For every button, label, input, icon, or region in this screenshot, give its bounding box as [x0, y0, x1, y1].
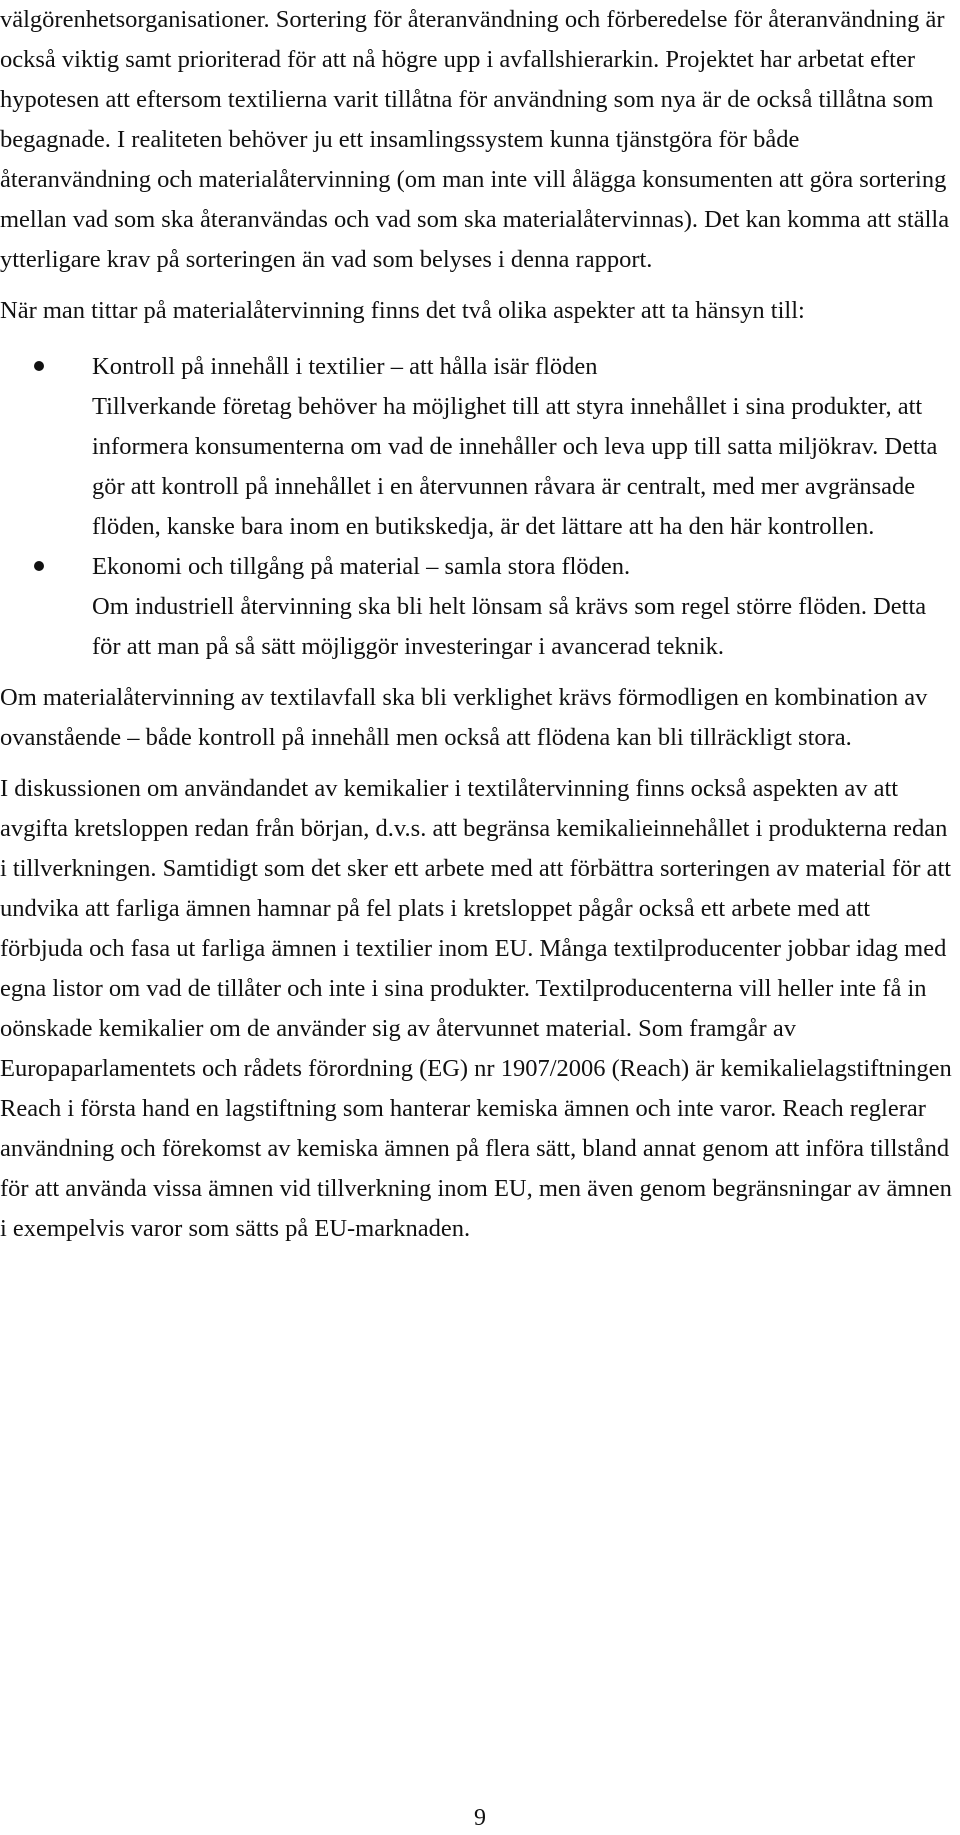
aspects-list: [0, 347, 952, 667]
paragraph-aspects-intro: När man tittar på materialåtervinning finns det två olika aspekter att ta hänsyn till:: [0, 297, 805, 324]
bullet-icon: [34, 561, 44, 571]
bullet-heading-content-control: Kontroll på innehåll i textilier – att hålla isär flöden: [92, 353, 598, 380]
paragraph-combination: Om materialåtervinning av textilavfall ska bli verklighet krävs förmodligen en kombination av ovanstående – både kontroll på innehåll men också att flödena kan bli tillräckligt stora.: [0, 684, 928, 751]
bullet-icon: [34, 361, 44, 371]
list-item: [0, 347, 952, 547]
paragraph-recycling-hypothesis: välgörenhetsorganisationer. Sortering för återanvändning och förberedelse för återanvändning är också viktig samt prioriterad för att nå högre upp i avfallshierarkin. Projektet har arbetat efter hypotesen att eftersom textilierna varit tillåtna för användning som nya är de också tillåtna som begagnade. I realiteten behöver ju ett insamlingssystem kunna tjänstgöra för både återanvändning och materialåtervinning (om man inte vill ålägga konsumenten att göra sortering mellan vad som ska återanvändas och vad som ska materialåtervinnas). Det kan komma att ställa ytterligare krav på sorteringen än vad som belyses i denna rapport.: [0, 6, 950, 273]
bullet-heading-economy: Ekonomi och tillgång på material – samla stora flöden.: [92, 553, 631, 580]
bullet-body-content-control: Tillverkande företag behöver ha möjlighet till att styra innehållet i sina produkter, att informera konsumenterna om vad de innehåller och leva upp till satta miljökrav. Detta gör att kontroll på innehållet i en återvunnen råvara är centralt, med mer avgränsade flöden, kanske bara inom en butikskedja, är det lättare att ha den här kontrollen.: [92, 393, 938, 540]
bullet-body-economy: Om industriell återvinning ska bli helt lönsam så krävs som regel större flöden. Detta för att man på så sätt möjliggör investeringar i avancerad teknik.: [92, 593, 927, 660]
paragraph-chemicals-reach: I diskussionen om användandet av kemikalier i textilåtervinning finns också aspekten av att avgifta kretsloppen redan från början, d.v.s. att begränsa kemikalieinnehållet i produkterna redan i tillverkningen. Samtidigt som det sker ett arbete med att förbättra sorteringen av material för att undvika att farliga ämnen hamnar på fel plats i kretsloppet pågår också ett arbete med att förbjuda och fasa ut farliga ämnen i textilier inom EU. Många textilproducenter jobbar idag med egna listor om vad de tillåter och inte i sina produkter. Textilproducenterna vill heller inte få in oönskade kemikalier om de använder sig av återvunnet material. Som framgår av Europaparlamentets och rådets förordning (EG) nr 1907/2006 (Reach) är kemikalielagstiftningen Reach i första hand en lagstiftning som hanterar kemiska ämnen och inte varor. Reach reglerar användning och förekomst av kemiska ämnen på flera sätt, bland annat genom att införa tillstånd för att använda vissa ämnen vid tillverkning inom EU, men även genom begränsningar av ämnen i exempelvis varor som sätts på EU-marknaden.: [0, 775, 952, 1242]
page-number: 9: [474, 1805, 486, 1831]
list-item: [0, 547, 952, 667]
